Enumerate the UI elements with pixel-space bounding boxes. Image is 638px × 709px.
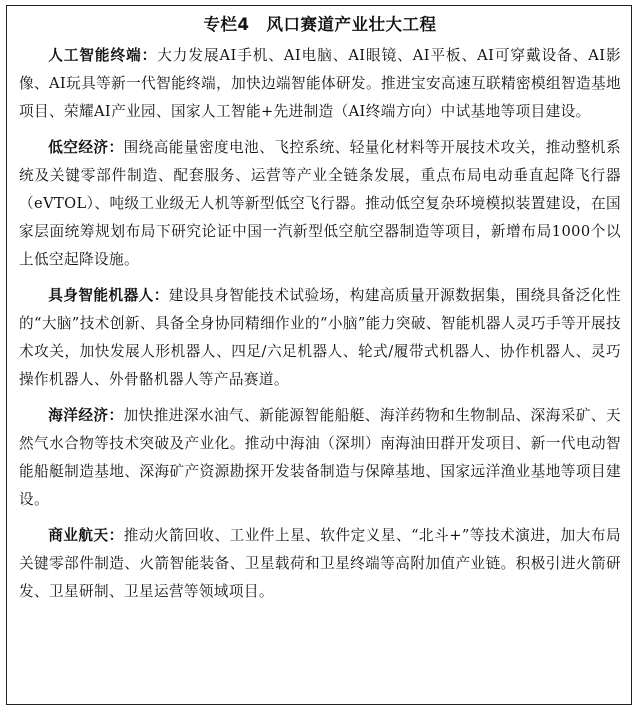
section-term: 人工智能终端： xyxy=(48,47,158,64)
section-text: 加快推进深水油气、新能源智能船艇、海洋药物和生物制品、深海采矿、天然气水合物等技术突破及产业化。推动中海油（深圳）南海油田群开发项目、新一代电动智能船艇制造基地、深海矿产资源勘探开发装备制造与保障基地、国家远洋渔业基地等项目建设。 xyxy=(19,407,621,508)
section-text: 推动火箭回收、工业件上星、软件定义星、“北斗+”等技术演进，加大布局关键零部件制造、火箭智能装备、卫星载荷和卫星终端等高附加值产业链。积极引进火箭研发、卫星研制、卫星运营等领域项目。 xyxy=(19,527,621,600)
section-term: 具身智能机器人： xyxy=(48,287,169,304)
section-term: 低空经济： xyxy=(48,139,124,156)
section-marine-economy xyxy=(19,402,621,514)
section-term: 海洋经济： xyxy=(48,407,124,424)
section-low-altitude xyxy=(19,134,621,274)
section-embodied-robot xyxy=(19,282,621,394)
column-box xyxy=(6,5,632,705)
section-text: 建设具身智能技术试验场，构建高质量开源数据集，围绕具备泛化性的“大脑”技术创新、具备全身协同精细作业的“小脑”能力突破、智能机器人灵巧手等开展技术攻关，加快发展人形机器人、四足/六足机器人、轮式/履带式机器人、协作机器人、灵巧操作机器人、外骨骼机器人等产品赛道。 xyxy=(19,287,621,388)
section-ai-terminal xyxy=(19,42,621,126)
section-term: 商业航天： xyxy=(48,527,124,544)
section-text: 大力发展AI手机、AI电脑、AI眼镜、AI平板、AI可穿戴设备、AI影像、AI玩具等新一代智能终端，加快边端智能体研发。推进宝安高速互联精密模组智造基地项目、荣耀AI产业园、国家人工智能+先进制造（AI终端方向）中试基地等项目建设。 xyxy=(19,47,621,120)
section-text: 围绕高能量密度电池、飞控系统、轻量化材料等开展技术攻关，推动整机系统及关键零部件制造、配套服务、运营等产业全链条发展，重点布局电动垂直起降飞行器（eVTOL）、吨级工业级无人机等新型低空飞行器。推动低空复杂环境模拟装置建设，在国家层面统筹规划布局下研究论证中国一汽新型低空航空器制造等项目，新增布局1000个以上低空起降设施。 xyxy=(19,139,621,268)
section-commercial-space xyxy=(19,522,621,606)
column-title: 专栏4 风口赛道产业壮大工程 xyxy=(203,15,437,34)
